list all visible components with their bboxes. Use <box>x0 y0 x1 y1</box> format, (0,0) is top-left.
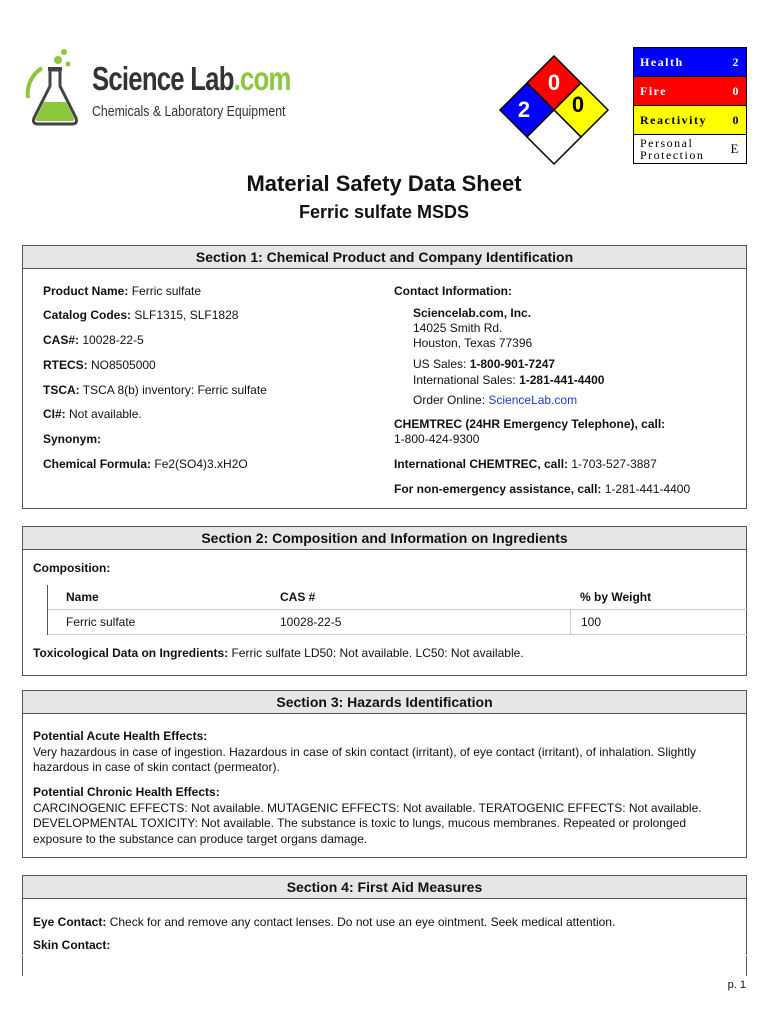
section-1-heading: Section 1: Chemical Product and Company Identification <box>23 246 746 269</box>
table-row: Ferric sulfate 10028-22-5 100 <box>48 609 748 635</box>
section-1 <box>22 245 747 509</box>
skin-contact-label: Skin Contact: <box>33 938 111 952</box>
nfpa-diamond <box>498 54 610 166</box>
section-2-heading: Section 2: Composition and Information on Ingredients <box>23 527 746 550</box>
field-chemical-formula: Chemical Formula: Fe2(SO4)3.xH2O <box>43 457 248 471</box>
page-title: Material Safety Data Sheet <box>246 171 522 196</box>
chronic-text: CARCINOGENIC EFFECTS: Not available. MUTAGENIC EFFECTS: Not available. TERATOGENIC EFFECTS: Not available. DEVELOPMENTAL TOXICITY: Not available. The substance is toxic to lungs, mucous membranes. Repeated or prolonged exposure to the substance can produce target organs damage. <box>33 800 702 846</box>
field-catalog-codes: Catalog Codes: SLF1315, SLF1828 <box>43 308 239 322</box>
column-header-cas: CAS # <box>280 590 316 604</box>
page-cut <box>22 955 747 956</box>
flask-icon <box>20 46 90 130</box>
section-3-heading: Section 3: Hazards Identification <box>23 691 746 714</box>
field-tsca: TSCA: TSCA 8(b) inventory: Ferric sulfate <box>43 383 267 397</box>
logo-wordmark: Science Lab.com <box>92 60 291 97</box>
sciencelab-link[interactable]: ScienceLab.com <box>488 393 578 407</box>
field-synonym: Synonym: <box>43 432 102 446</box>
chemtrec-label: CHEMTREC (24HR Emergency Telephone), call: <box>394 417 666 431</box>
contact-information-label: Contact Information: <box>394 284 512 298</box>
acute-text: Very hazardous in case of ingestion. Hazardous in case of skin contact (irritant), of eye contact (irritant), of inhalation. Slightly hazardous in case of skin contact (permeator). <box>33 744 696 774</box>
hazard-personal-protection-row: Personal Protection E <box>634 135 746 163</box>
address-line-1: 14025 Smith Rd. <box>413 321 503 335</box>
section-3 <box>22 690 747 858</box>
composition-label: Composition: <box>33 561 111 575</box>
hazard-rating-table <box>633 47 747 164</box>
composition-table <box>47 585 748 635</box>
chronic-health-effects <box>33 785 738 847</box>
non-emergency-assistance: For non-emergency assistance, call: 1-281-441-4400 <box>394 482 691 496</box>
us-sales: US Sales: 1-800-901-7247 <box>413 357 556 371</box>
column-header-weight: % by Weight <box>580 590 652 604</box>
page-subtitle: Ferric sulfate MSDS <box>298 202 470 222</box>
order-online: Order Online: ScienceLab.com <box>413 393 578 407</box>
field-product-name: Product Name: Ferric sulfate <box>43 284 202 298</box>
field-rtecs: RTECS: NO8505000 <box>43 358 156 372</box>
column-header-name: Name <box>66 590 99 604</box>
section-4 <box>22 875 747 976</box>
toxicological-data: Toxicological Data on Ingredients: Ferric sulfate LD50: Not available. LC50: Not available. <box>33 646 524 660</box>
nfpa-health-value: 2 <box>517 97 531 122</box>
field-cas: CAS#: 10028-22-5 <box>43 333 144 347</box>
nfpa-fire-value: 0 <box>547 70 561 95</box>
table-header-row <box>48 585 748 609</box>
sciencelab-logo <box>20 46 292 130</box>
chronic-label: Potential Chronic Health Effects: <box>33 785 220 799</box>
nfpa-reactivity-value: 0 <box>571 92 585 117</box>
company-name: Sciencelab.com, Inc. <box>413 306 532 320</box>
address-line-2: Houston, Texas 77396 <box>413 336 533 350</box>
section-2 <box>22 526 747 676</box>
logo-tagline: Chemicals & Laboratory Equipment <box>92 103 286 120</box>
acute-label: Potential Acute Health Effects: <box>33 729 208 743</box>
international-sales: International Sales: 1-281-441-4400 <box>413 373 605 387</box>
chemtrec-phone: 1-800-424-9300 <box>394 432 480 446</box>
acute-health-effects <box>33 729 738 776</box>
field-ci: CI#: Not available. <box>43 407 142 421</box>
hazard-reactivity-row: Reactivity 0 <box>634 106 746 135</box>
hazard-fire-row: Fire 0 <box>634 77 746 106</box>
eye-contact: Eye Contact: Check for and remove any contact lenses. Do not use an eye ointment. Seek medical attention. <box>33 915 616 929</box>
section-4-heading: Section 4: First Aid Measures <box>23 876 746 899</box>
page-number: p. 1 <box>727 979 746 991</box>
international-chemtrec: International CHEMTREC, call: 1-703-527-3887 <box>394 457 657 471</box>
hazard-health-row: Health 2 <box>634 48 746 77</box>
